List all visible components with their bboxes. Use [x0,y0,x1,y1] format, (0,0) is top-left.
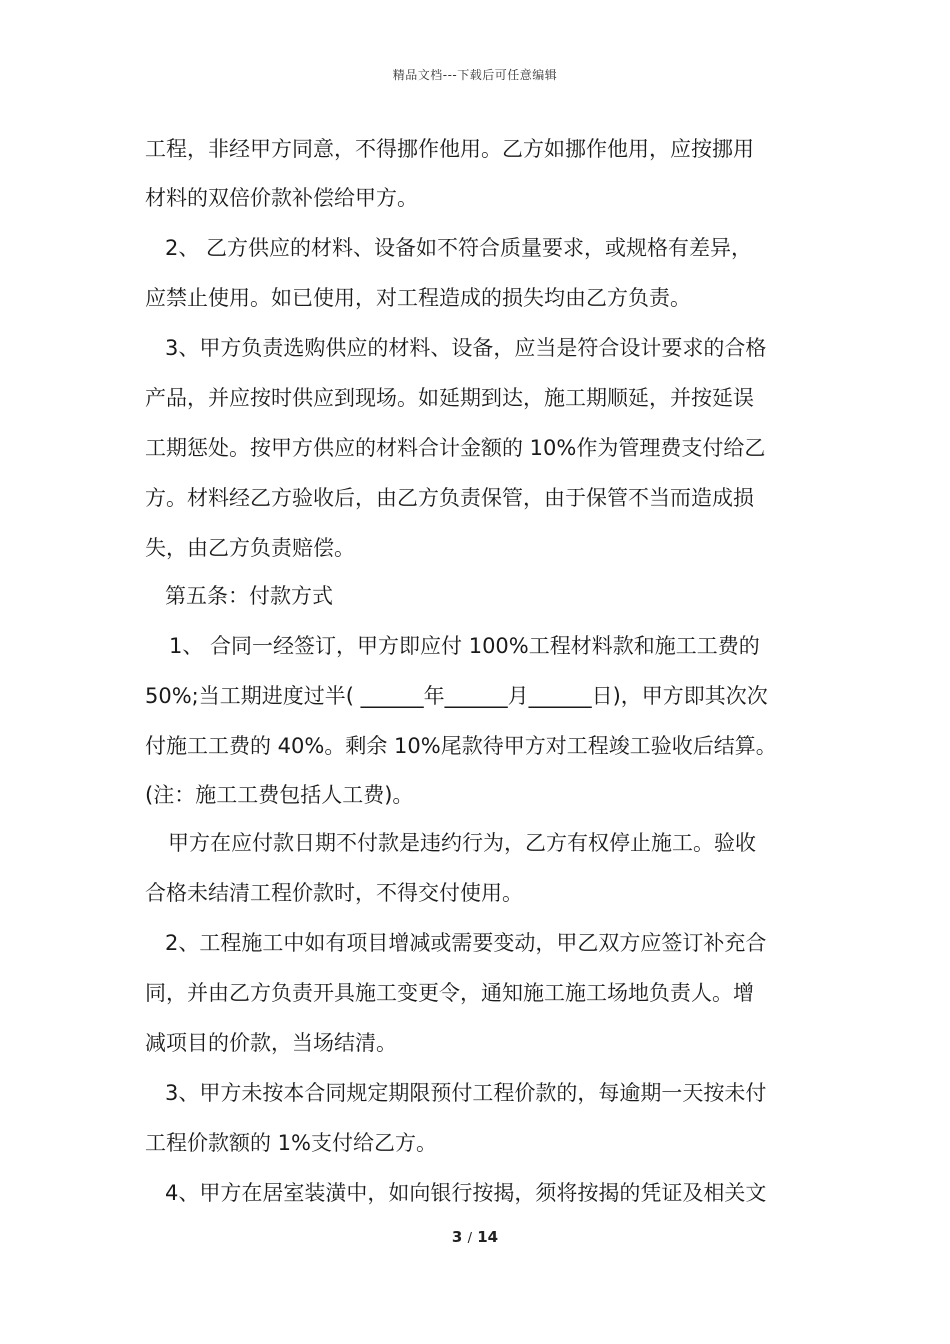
paragraph-line-4: 应禁止使用。如已使用，对工程造成的损失均由乙方负责。 [145,286,691,310]
page-total: 14 [477,1228,499,1246]
page-separator: / [467,1231,472,1246]
paragraph-line-3: 2、 乙方供应的材料、设备如不符合质量要求，或规格有差异， [165,236,753,260]
paragraph-line-12: 50%;当工期进度过半( ______年______月______日)，甲方即其次次 [145,684,768,708]
paragraph-line-20: 3、甲方未按本合同规定期限预付工程价款的，每逾期一天按未付 [165,1081,767,1105]
paragraph-line-17: 2、工程施工中如有项目增减或需要变动，甲乙双方应签订补充合 [165,931,767,955]
paragraph-line-9: 失，由乙方负责赔偿。 [145,536,355,560]
paragraph-line-15: 甲方在应付款日期不付款是违约行为，乙方有权停止施工。验收 [168,831,756,855]
paragraph-line-1: 工程，非经甲方同意，不得挪作他用。乙方如挪作他用，应按挪用 [145,137,754,161]
paragraph-line-13: 付施工工费的 40%。剩余 10%尾款待甲方对工程竣工验收后结算。 [145,734,777,758]
page-current: 3 [451,1228,463,1246]
paragraph-line-8: 方。材料经乙方验收后，由乙方负责保管，由于保管不当而造成损 [145,486,754,510]
page-header: 精品文档---下载后可任意编辑 [392,68,558,82]
paragraph-line-6: 产品，并应按时供应到现场。如延期到达，施工期顺延，并按延误 [145,386,754,410]
paragraph-line-21: 工程价款额的 1%支付给乙方。 [145,1131,437,1155]
paragraph-line-14: (注：施工工费包括人工费)。 [145,783,414,807]
paragraph-line-2: 材料的双倍价款补偿给甲方。 [145,186,418,210]
paragraph-line-16: 合格未结清工程价款时，不得交付使用。 [145,881,523,905]
page-number [0,1228,950,1246]
paragraph-line-7: 工期惩处。按甲方供应的材料合计金额的 10%作为管理费支付给乙 [145,436,766,460]
paragraph-line-22: 4、甲方在居室装潢中，如向银行按揭，须将按揭的凭证及相关文 [165,1181,767,1205]
paragraph-line-11: 1、 合同一经签订，甲方即应付 100%工程材料款和施工工费的 [169,634,760,658]
paragraph-line-18: 同，并由乙方负责开具施工变更令，通知施工施工场地负责人。增 [145,981,754,1005]
paragraph-line-19: 减项目的价款，当场结清。 [145,1031,397,1055]
section-heading: 第五条：付款方式 [165,584,333,608]
paragraph-line-5: 3、甲方负责选购供应的材料、设备，应当是符合设计要求的合格 [165,336,767,360]
